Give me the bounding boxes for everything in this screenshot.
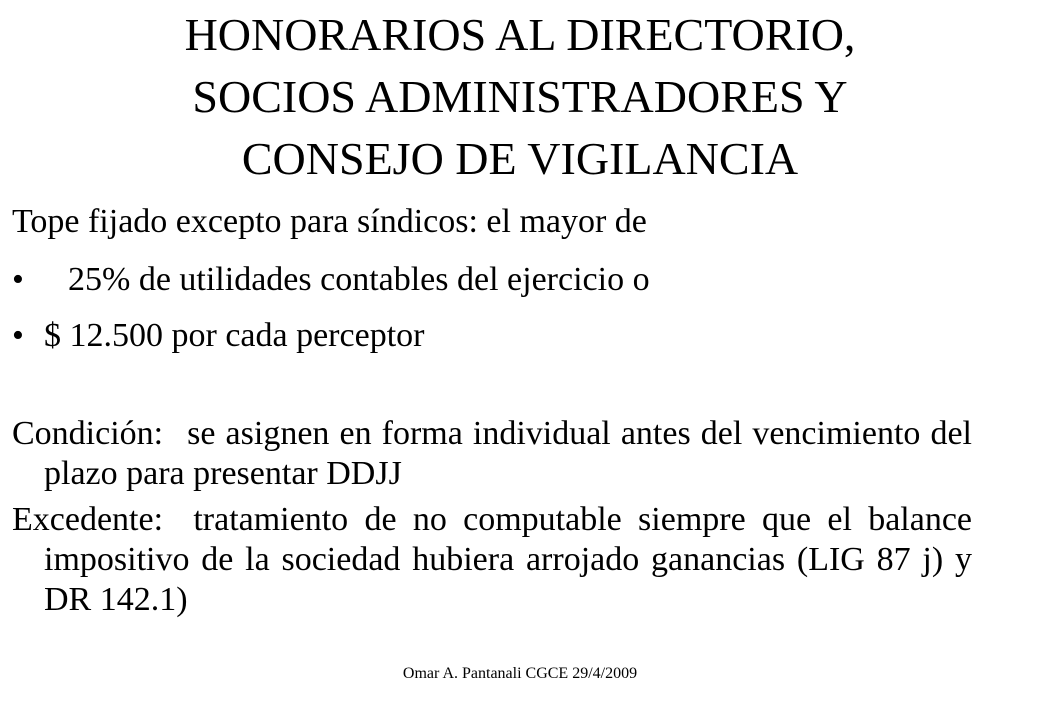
slide-title [60, 4, 980, 190]
condicion-label: Condición: [12, 415, 164, 452]
slide-footer: Omar A. Pantanali CGCE 29/4/2009 [402, 665, 638, 682]
excedente-paragraph [12, 500, 972, 620]
intro-text: Tope fijado excepto para síndicos: el mayor de [12, 203, 647, 240]
spacer [12, 372, 972, 414]
excedente-label: Excedente: [12, 501, 164, 538]
title-line-3: CONSEJO DE VIGILANCIA [241, 133, 799, 184]
bullet-text: 25% de utilidades contables del ejercicio o [68, 261, 650, 298]
excedente-text: tratamiento de no computable siempre que el balance impositivo de la sociedad hubiera arrojado ganancias (LIG 87 j) y DR 142.1) [44, 501, 972, 618]
title-line-2: SOCIOS ADMINISTRADORES Y [192, 71, 848, 122]
bullet-text: $ 12.500 por cada perceptor [44, 317, 425, 354]
condicion-text: se asignen en forma individual antes del vencimiento del plazo para presentar DDJJ [44, 415, 972, 492]
bullet-item [12, 316, 972, 372]
slide-body [12, 202, 972, 620]
condicion-paragraph [12, 414, 972, 494]
title-line-1: HONORARIOS AL DIRECTORIO, [184, 9, 856, 60]
bullet-marker: • [12, 261, 24, 298]
bullet-marker: • [12, 317, 24, 354]
bullet-item [12, 260, 972, 316]
